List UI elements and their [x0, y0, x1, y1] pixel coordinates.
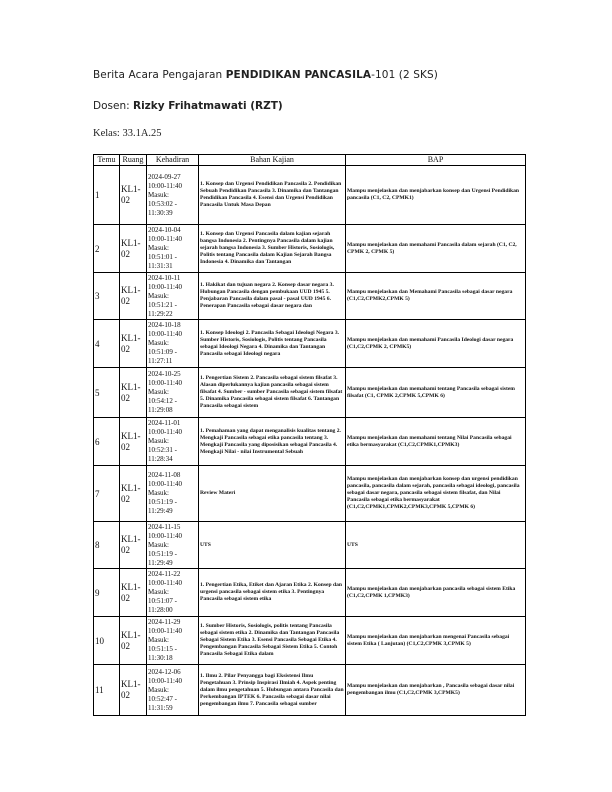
title-prefix: Berita Acara Pengajaran [93, 69, 226, 81]
page-title [93, 69, 438, 81]
bap-cell: Mampu menjelaskan dan Memahami Pancasila sebagai dasar negara (C1,C2,CPMK2,CPMK 5) [346, 273, 526, 320]
header-ruang: Ruang [120, 155, 147, 166]
temu-cell: 4 [94, 320, 120, 368]
temu-cell: 9 [94, 569, 120, 617]
table-row [94, 225, 526, 273]
kehadiran-cell: 2024-10-11 10:00-11:40 Masuk: 10:51:21 - 11:29:22 [147, 273, 199, 320]
header-bahan-kajian: Bahan Kajian [199, 155, 346, 166]
table-row [94, 665, 526, 716]
kehadiran-cell: 2024-10-18 10:00-11:40 Masuk: 10:51:09 - 11:27:11 [147, 320, 199, 368]
bahan-kajian-cell: 1. Konsep dan Urgensi Pendidikan Pancasila 2. Pendidikan Sebuah Pendidikan Pancasila 3. Dinamika dan Tantangan Pendidikan Pancasila 4. Esensi dan Urgensi Pendidikan Pancasila Untuk Masa Depan [199, 166, 346, 225]
title-course: PENDIDIKAN PANCASILA [225, 69, 372, 81]
kehadiran-cell: 2024-11-22 10:00-11:40 Masuk: 10:51:07 - 11:28:00 [147, 569, 199, 617]
temu-cell: 7 [94, 466, 120, 522]
header-bap: BAP [346, 155, 526, 166]
ruang-cell: KL1-02 [120, 368, 147, 418]
kehadiran-cell: 2024-11-15 10:00-11:40 Masuk: 10:51:19 - 11:29:49 [147, 522, 199, 569]
temu-cell: 1 [94, 166, 120, 225]
attendance-table [93, 154, 526, 716]
table-row [94, 617, 526, 665]
bahan-kajian-cell: Review Materi [199, 466, 346, 522]
bap-cell: Mampu menjelaskan dan menjabarkan konsep dan urgensi pendidikan pancasila, pancasila dalam sejarah, pancasila sebagai ideologi, pancasila sebagai dasar negara, pancasila sebagai sistem filsafat, dan Nilai Pancasila sebagai etika bermasyarakat (C1,C2,CPMK1,CPMK2,CPMK3,CPMK 5,CPMK 6) [346, 466, 526, 522]
table-row [94, 320, 526, 368]
table-row [94, 569, 526, 617]
bap-cell: Mampu menjelaskan dan memahami Pancasila dalam sejarah (C1, C2, CPMK 2, CPMK 5) [346, 225, 526, 273]
bahan-kajian-cell: 1. Konsep dan Urgensi Pancasila dalam kajian sejarah bangsa Indonesia 2. Pentingnya Pancasila dalam kajian sejarah bangsa Indonesia 3. Sumber Historis, Sosiologis, Politis tentang Pancasila dalam Kajian Sejarah Bangsa Indonesia 4. Dinamika dan Tantangan [199, 225, 346, 273]
temu-cell: 5 [94, 368, 120, 418]
header-kehadiran: Kehadiran [147, 155, 199, 166]
bahan-kajian-cell: UTS [199, 522, 346, 569]
bahan-kajian-cell: 1. Konsep Ideologi 2. Pancasila Sebagai Ideologi Negara 3. Sumber Historis, Sosiologis, Politis tentang Pancasila sebagai Ideologi Negara 4. Dinamika dan Tantangan Pancasila sebagai Ideologi negara [199, 320, 346, 368]
bahan-kajian-cell: 1. Hakikat dan tujuan negara 2. Konsep dasar negara 3. Hubungan Pancasila dengan pembukaan UUD 1945 5. Penjabaran Pancasila dalam pasal - pasal UUD 1945 6. Penerapan Pancasila sebagai dasar negara dan [199, 273, 346, 320]
ruang-cell: KL1-02 [120, 617, 147, 665]
ruang-cell: KL1-02 [120, 569, 147, 617]
kehadiran-cell: 2024-10-25 10:00-11:40 Masuk: 10:54:12 - 11:29:08 [147, 368, 199, 418]
table-row [94, 418, 526, 466]
ruang-cell: KL1-02 [120, 273, 147, 320]
temu-cell: 10 [94, 617, 120, 665]
bahan-kajian-cell: 1. Pemahaman yang dapat menganalisis kualitas tentang 2. Mengkaji Pancasila sebagai etika pancasila tentang 3. Mengkaji Pancasila yang diposisikan sebagai Pancasila 4. Mengkaji Nilai - nilai Instrumental Sebuah [199, 418, 346, 466]
ruang-cell: KL1-02 [120, 522, 147, 569]
kehadiran-cell: 2024-12-06 10:00-11:40 Masuk: 10:52:47 - 11:31:59 [147, 665, 199, 716]
bap-cell: Mampu menjelaskan dan memahami tentang Pancasila sebagai sistem filsafat (C1, CPMK 2,CPMK 5,CPMK 6) [346, 368, 526, 418]
bap-cell: UTS [346, 522, 526, 569]
ruang-cell: KL1-02 [120, 225, 147, 273]
table-row [94, 166, 526, 225]
title-suffix: -101 (2 SKS) [371, 69, 438, 81]
ruang-cell: KL1-02 [120, 665, 147, 716]
bahan-kajian-cell: 1. Pengertian Etika, Etiket dan Ajaran Etika 2. Konsep dan urgensi pancasila sebagai sistem etika 3. Pentingnya Pancasila sebagai sistem etika [199, 569, 346, 617]
bap-cell: Mampu menjelaskan dan menjabarkan mengenai Pancasila sebagai sistem Etika ( Lanjutan) (C1,C2,CPMK 3,CPMK 5) [346, 617, 526, 665]
table-row [94, 273, 526, 320]
dosen-name: Rizky Frihatmawati (RZT) [132, 100, 283, 112]
bap-cell: Mampu menjelaskan dan memahami tentang Nilai Pancasila sebagai etika bermasyarakat (C1,C2,CPMK1,CPMK3) [346, 418, 526, 466]
class-line: Kelas: 33.1A.25 [93, 128, 162, 139]
table-row [94, 522, 526, 569]
dosen-label: Dosen: [93, 100, 133, 112]
table-row [94, 466, 526, 522]
bahan-kajian-cell: 1. Pengertian Sistem 2. Pancasila sebagai sistem filsafat 3. Alasan diperlukannya kajian pancasila sebagai sistem filsafat 4. Sumber - sumber Pancasila sebagai sistem filsafat 5. Dinamika Pancasila sebagai sistem filsafat 6. Tantangan Pancasila sebagai sistem [199, 368, 346, 418]
temu-cell: 6 [94, 418, 120, 466]
table-header-row [94, 155, 526, 166]
ruang-cell: KL1-02 [120, 166, 147, 225]
temu-cell: 3 [94, 273, 120, 320]
bap-cell: Mampu menjelaskan dan menjabarkan konsep dan Urgensi Pendidikan pancasila (C1, C2, CPMK1) [346, 166, 526, 225]
kehadiran-cell: 2024-09-27 10:00-11:40 Masuk: 10:53:02 - 11:30:39 [147, 166, 199, 225]
kehadiran-cell: 2024-11-08 10:00-11:40 Masuk: 10:51:19 - 11:29:49 [147, 466, 199, 522]
temu-cell: 2 [94, 225, 120, 273]
lecturer-line [93, 100, 283, 112]
kehadiran-cell: 2024-11-29 10:00-11:40 Masuk: 10:51:15 - 11:30:18 [147, 617, 199, 665]
kehadiran-cell: 2024-10-04 10:00-11:40 Masuk: 10:51:01 - 11:31:31 [147, 225, 199, 273]
temu-cell: 11 [94, 665, 120, 716]
bahan-kajian-cell: 1. Sumber Historis, Sosiologis, politis tentang Pancasila sebagai sistem etika 2. Dinamika dan Tantangan Pancasila Sebagai Sistem Etika 3. Esensi Pancasila Sebagai Etika 4. Pengembangan Pancasila Sebagai Sistem Etika 5. Contoh Pancasila Sebagai Etika dalam [199, 617, 346, 665]
table-row [94, 368, 526, 418]
ruang-cell: KL1-02 [120, 320, 147, 368]
temu-cell: 8 [94, 522, 120, 569]
ruang-cell: KL1-02 [120, 466, 147, 522]
bap-cell: Mampu menjelaskan dan memahami Pancasila Ideologi dasar negara (C1,C2,CPMK 2, CPMK5) [346, 320, 526, 368]
bap-cell: Mampu menjelaskan dan menjabarkan , Pancasila sebagai dasar nilai pengembangan ilmu (C1,C2,CPMK 3,CPMK5) [346, 665, 526, 716]
bap-cell: Mampu menjelaskan dan menjabarkan pancasila sebagai sistem Etika (C1,C2,CPMK 1,CPMK3) [346, 569, 526, 617]
header-temu: Temu [94, 155, 120, 166]
bahan-kajian-cell: 1. Ilmu 2. Pilar Penyangga bagi Eksistensi Ilmu Pengetahuan 3. Prinsip Inspirasi Ilmiah 4. Aspek penting dalam ilmu pengetahuan 5. Hubungan antara Pancasila dan Perkembangan IPTEK 6. Pancasila sebagai dasar nilai pengembangan ilmu 7. Pancasila sebagai sumber [199, 665, 346, 716]
kehadiran-cell: 2024-11-01 10:00-11:40 Masuk: 10:52:31 - 11:28:34 [147, 418, 199, 466]
ruang-cell: KL1-02 [120, 418, 147, 466]
